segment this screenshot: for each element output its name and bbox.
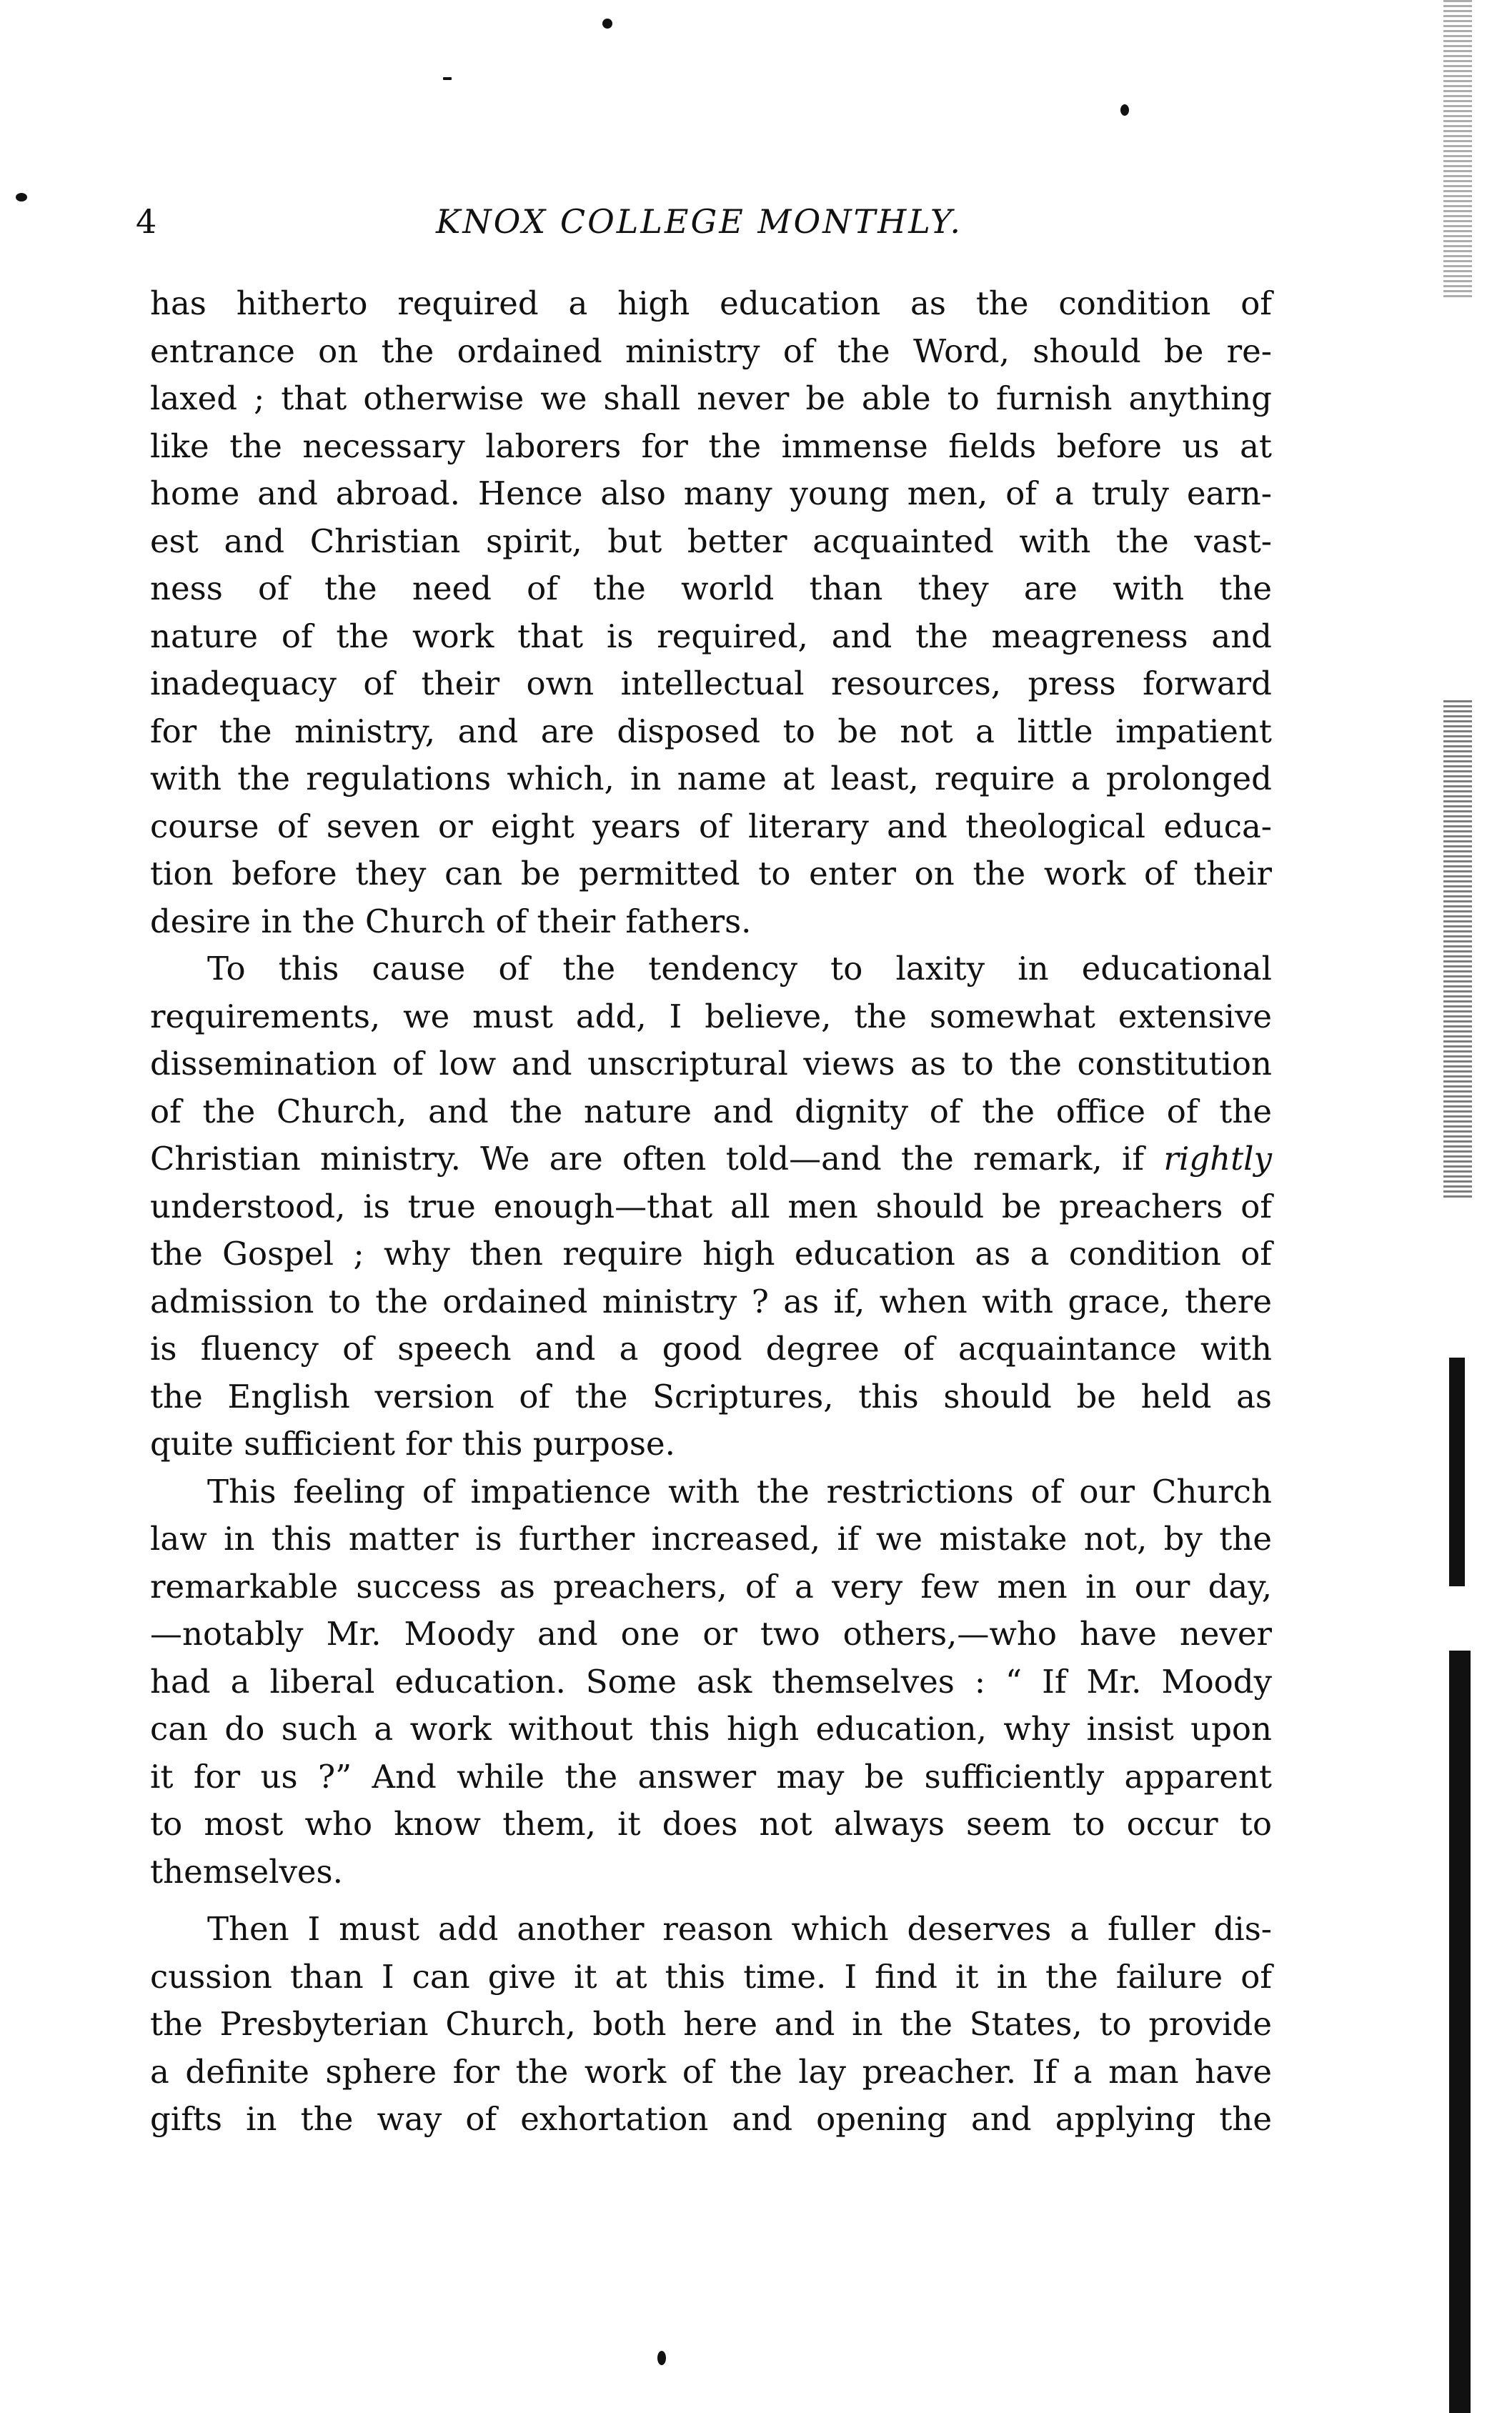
text-line: course of seven or eight years of literary and theological educa- [150, 807, 1272, 845]
text-line: est and Christian spirit, but better acquainted with the vast- [150, 522, 1272, 560]
text-line: This feeling of impatience with the restrictions of our Church [207, 1472, 1272, 1511]
text-line: themselves. [150, 1852, 343, 1891]
page-edge-shadow [1443, 700, 1472, 1200]
body-text [150, 280, 1272, 2144]
text-line: requirements, we must add, I believe, the somewhat extensive [150, 997, 1272, 1035]
text-line: admission to the ordained ministry ? as if, when with grace, there [150, 1282, 1272, 1320]
page-number: 4 [136, 202, 157, 241]
page-edge-shadow [1449, 1358, 1465, 1586]
text-line: To this cause of the tendency to laxity in educational [207, 950, 1272, 987]
text-line: ness of the need of the world than they are with the [150, 569, 1272, 607]
page-header [136, 193, 1279, 250]
text-line: with the regulations which, in name at least, require a prolonged [150, 760, 1272, 797]
text-line: laxed ; that otherwise we shall never be able to furnish anything [150, 379, 1272, 417]
text-line: cussion than I can give it at this time. I find it in the failure of [150, 1957, 1272, 1996]
text-line: Then I must add another reason which deserves a fuller dis- [207, 1910, 1272, 1948]
text-line: can do such a work without this high education, why insist upon [150, 1710, 1272, 1748]
text-line: like the necessary laborers for the immense fields before us at [150, 427, 1272, 465]
paragraph-2 [150, 945, 1272, 1468]
scan-speck [602, 19, 612, 29]
text-line: of the Church, and the nature and dignity of the office of the [150, 1092, 1272, 1130]
scan-speck [443, 77, 452, 80]
scan-speck [657, 2351, 666, 2365]
paragraph-1 [150, 280, 1272, 945]
text-line: it for us ?” And while the answer may be sufficiently apparent [150, 1757, 1272, 1796]
text-line: dissemination of low and unscriptural views as to the constitution [150, 1045, 1272, 1083]
running-head: KNOX COLLEGE MONTHLY. [436, 202, 963, 241]
page-edge-shadow [1443, 0, 1472, 300]
text-line: nature of the work that is required, and the meagreness and [150, 617, 1272, 655]
text-line: desire in the Church of their fathers. [150, 902, 752, 940]
scan-speck [1120, 104, 1129, 116]
text-line: has hitherto required a high education as the condition of [150, 284, 1272, 322]
text-line: understood, is true enough—that all men should be preachers of [150, 1187, 1272, 1225]
emphasized-word: rightly [1163, 1140, 1272, 1178]
text-segment: Christian ministry. We are often told—and the remark, if [150, 1140, 1164, 1178]
text-line: for the ministry, and are disposed to be not a little impatient [150, 712, 1272, 750]
text-line: a definite sphere for the work of the lay preacher. If a man have [150, 2052, 1272, 2091]
text-line-with-emphasis [150, 1135, 1272, 1183]
text-line: the English version of the Scriptures, this should be held as [150, 1377, 1272, 1416]
scan-speck [16, 193, 27, 202]
text-line: to most who know them, it does not always seem to occur to [150, 1805, 1272, 1843]
page-edge-shadow [1449, 1651, 1471, 2413]
text-line: the Gospel ; why then require high education as a condition of [150, 1235, 1272, 1273]
text-line: remarkable success as preachers, of a very few men in our day, [150, 1567, 1272, 1606]
text-line: —notably Mr. Moody and one or two others,—who have never [150, 1615, 1272, 1653]
text-line: tion before they can be permitted to enter on the work of their [150, 855, 1272, 892]
text-line: the Presbyterian Church, both here and in the States, to provide [150, 2005, 1272, 2043]
text-line: is fluency of speech and a good degree of acquaintance with [150, 1330, 1272, 1368]
text-line: had a liberal education. Some ask themselves : “ If Mr. Moody [150, 1662, 1272, 1701]
text-line: quite sufficient for this purpose. [150, 1425, 675, 1463]
text-line: law in this matter is further increased, if we mistake not, by the [150, 1520, 1272, 1558]
text-line: inadequacy of their own intellectual resources, press forward [150, 665, 1272, 702]
text-line: entrance on the ordained ministry of the Word, should be re- [150, 332, 1272, 370]
paragraph-4 [150, 1906, 1272, 2144]
paragraph-3 [150, 1468, 1272, 1896]
text-line: home and abroad. Hence also many young men, of a truly earn- [150, 474, 1272, 512]
text-line: gifts in the way of exhortation and opening and applying the [150, 2100, 1272, 2138]
